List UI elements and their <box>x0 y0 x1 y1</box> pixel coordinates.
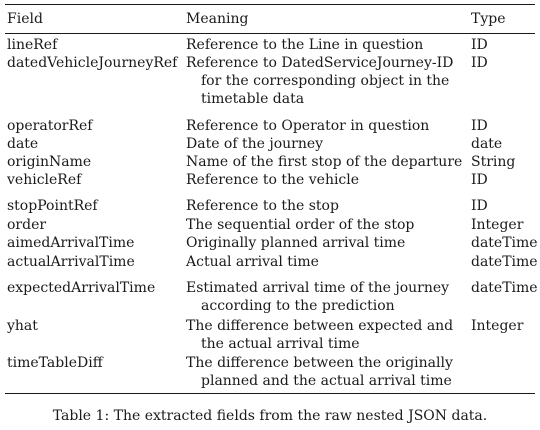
type-cell: dateTime <box>471 235 538 251</box>
meaning-cell <box>186 153 462 171</box>
header-field: Field <box>7 11 43 27</box>
header-meaning: Meaning <box>186 11 249 27</box>
meaning-line: Estimated arrival time of the journey <box>186 280 450 296</box>
type-cell: ID <box>471 198 488 214</box>
header-rule <box>5 33 535 34</box>
meaning-line: The difference between expected and <box>186 318 454 334</box>
meaning-cell <box>186 253 319 271</box>
meaning-line: according to the prediction <box>201 298 395 314</box>
meaning-cell <box>186 317 453 353</box>
meaning-line: planned and the actual arrival time <box>201 373 452 389</box>
meaning-cell <box>186 279 449 315</box>
field-cell: yhat <box>7 318 38 334</box>
header-type: Type <box>471 11 506 27</box>
meaning-cell <box>186 135 323 153</box>
meaning-line: Reference to the stop <box>186 198 339 214</box>
meaning-line: timetable data <box>201 91 305 107</box>
meaning-line: Actual arrival time <box>186 254 319 270</box>
field-cell: originName <box>7 154 92 170</box>
type-cell: ID <box>471 37 488 53</box>
field-cell: expectedArrivalTime <box>7 280 156 296</box>
meaning-cell <box>186 117 429 135</box>
meaning-cell <box>186 234 405 252</box>
type-cell: ID <box>471 118 488 134</box>
meaning-line: The sequential order of the stop <box>186 217 415 233</box>
meaning-line: Reference to DatedServiceJourney-ID <box>186 55 454 71</box>
field-cell: datedVehicleJourneyRef <box>7 55 178 71</box>
type-cell: date <box>471 136 503 152</box>
meaning-line: for the corresponding object in the <box>201 73 450 89</box>
meaning-line: Name of the first stop of the departure <box>186 154 463 170</box>
meaning-line: The difference between the originally <box>186 355 453 371</box>
top-rule <box>5 4 535 5</box>
meaning-cell <box>186 354 453 390</box>
type-cell: String <box>471 154 516 170</box>
type-cell: ID <box>471 55 488 71</box>
field-cell: order <box>7 217 47 233</box>
field-cell: stopPointRef <box>7 198 98 214</box>
field-cell: actualArrivalTime <box>7 254 135 270</box>
table-caption: Table 1: The extracted fields from the raw nested JSON data. <box>52 408 488 424</box>
type-cell: dateTime <box>471 280 538 296</box>
type-cell: dateTime <box>471 254 538 270</box>
meaning-line: Date of the journey <box>186 136 324 152</box>
meaning-cell <box>186 171 359 189</box>
field-cell: date <box>7 136 39 152</box>
meaning-cell <box>186 197 339 215</box>
field-cell: aimedArrivalTime <box>7 235 135 251</box>
meaning-cell <box>186 54 453 108</box>
meaning-line: Originally planned arrival time <box>186 235 406 251</box>
meaning-cell <box>186 216 414 234</box>
field-cell: timeTableDiff <box>7 355 103 371</box>
field-cell: operatorRef <box>7 118 93 134</box>
meaning-cell <box>186 36 423 54</box>
meaning-line: Reference to the Line in question <box>186 37 424 53</box>
type-cell: Integer <box>471 217 524 233</box>
field-cell: lineRef <box>7 37 58 53</box>
type-cell: ID <box>471 172 488 188</box>
bottom-rule <box>5 393 535 394</box>
type-cell: Integer <box>471 318 524 334</box>
meaning-line: the actual arrival time <box>201 336 360 352</box>
meaning-line: Reference to Operator in question <box>186 118 430 134</box>
meaning-line: Reference to the vehicle <box>186 172 360 188</box>
field-cell: vehicleRef <box>7 172 82 188</box>
